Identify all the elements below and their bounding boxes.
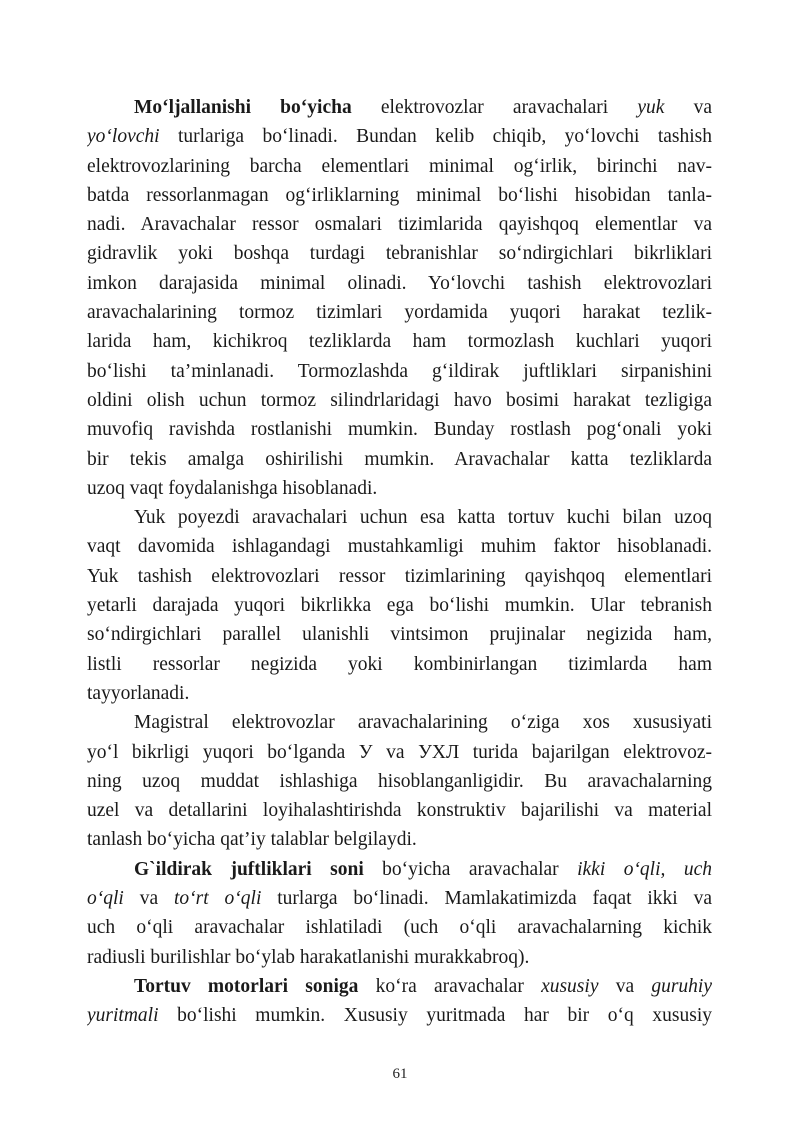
text-line: [87, 181, 712, 210]
text-run: bo‘yicha aravachalar: [363, 858, 578, 880]
italic-term: yo‘lovchi: [87, 126, 160, 148]
text-line: [87, 386, 712, 415]
text-line: [87, 679, 712, 708]
text-run: Yuk tashish elektrovozlari ressor tizimlarining qayishqoq elementlari: [87, 565, 712, 587]
text-run: imkon darajasida minimal olinadi. Yo‘lovchi tashish elektrovozlari: [87, 272, 712, 294]
text-line: [87, 152, 712, 181]
text-run: batda ressorlanmagan og‘irliklarning minimal bo‘lishi hisobidan tanla-: [87, 184, 712, 206]
paragraph: [87, 503, 712, 708]
text-run: tanlash bo‘yicha qat’iy talablar belgilaydi.: [87, 829, 417, 851]
text-line: [87, 620, 712, 649]
text-run: ko‘ra aravachalar: [358, 975, 542, 997]
text-run: nadi. Aravachalar ressor osmalari tizimlarida qayishqoq elementlar va: [87, 214, 712, 236]
italic-term: yuritmali: [87, 1005, 159, 1027]
text-run: ning uzoq muddat ishlashiga hisoblanganligidir. Bu aravachalarning: [87, 770, 712, 792]
text-run: elektrovozlarining barcha elementlari minimal og‘irlik, birinchi nav-: [87, 155, 712, 177]
text-run: oldini olish uchun tormoz silindrlaridagi havo bosimi harakat tezligiga: [87, 389, 712, 411]
text-run: bo‘lishi mumkin. Xususiy yuritmada har bir o‘q xususiy: [158, 1005, 712, 1027]
italic-term: xususiy: [541, 975, 599, 997]
paragraph: [87, 972, 712, 1031]
text-line: [87, 210, 712, 239]
bold-term: Tortuv motorlari soniga: [134, 975, 359, 997]
text-line: [87, 1001, 712, 1030]
paragraph: [87, 855, 712, 972]
bold-term: Mo‘ljallanishi bo‘yicha: [134, 97, 352, 118]
text-run: elektrovozlar aravachalari: [351, 97, 638, 118]
text-run: muvofiq ravishda rostlanishi mumkin. Bunday rostlash pog‘onali yoki: [87, 419, 712, 441]
italic-term: guruhiy: [651, 975, 712, 997]
text-line: [87, 796, 712, 825]
text-line: [87, 972, 712, 1001]
text-run: Magistral elektrovozlar aravachalarining o‘ziga xos xususiyati: [134, 712, 712, 734]
text-run: yo‘l bikrligi yuqori bo‘lganda У va УХЛ turida bajarilgan elektrovoz-: [87, 741, 712, 763]
text-line: [87, 269, 712, 298]
text-run: turlarga bo‘linadi. Mamlakatimizda faqat ikki va: [261, 888, 712, 910]
text-line: [87, 415, 712, 444]
text-run: aravachalarining tormoz tizimlari yordamida yuqori harakat tezlik-: [87, 302, 712, 324]
text-run: va: [664, 97, 712, 118]
text-run: Yuk poyezdi aravachalari uchun esa katta tortuv kuchi bilan uzoq: [134, 507, 712, 529]
text-run: larida ham, kichikroq tezliklarda ham tormozlash kuchlari yuqori: [87, 331, 712, 353]
text-run: so‘ndirgichlari parallel ulanishli vintsimon prujinalar negizida ham,: [87, 624, 712, 646]
text-line: [87, 738, 712, 767]
text-run: radiusli burilishlar bo‘ylab harakatlanishi murakkabroq).: [87, 946, 530, 968]
text-run: vaqt davomida ishlagandagi mustahkamligi muhim faktor hisoblanadi.: [87, 536, 712, 558]
text-line: [87, 93, 712, 122]
text-line: [87, 591, 712, 620]
text-run: listli ressorlar negizida yoki kombinirlangan tizimlarda ham: [87, 653, 712, 675]
text-run: bo‘lishi ta’minlanadi. Tormozlashda g‘ildirak juftliklari sirpanishini: [87, 360, 712, 382]
body-text: [87, 93, 712, 1031]
text-run: va: [598, 975, 652, 997]
text-line: [87, 239, 712, 268]
italic-term: yuk: [637, 97, 665, 118]
text-line: [87, 884, 712, 913]
italic-term: to‘rt o‘qli: [174, 888, 262, 910]
text-run: uzoq vaqt foydalanishga hisoblanadi.: [87, 477, 378, 499]
text-run: bir tekis amalga oshirilishi mumkin. Aravachalar katta tezliklarda: [87, 448, 712, 470]
text-line: [87, 562, 712, 591]
text-line: [87, 650, 712, 679]
italic-term: o‘qli: [87, 888, 124, 910]
text-line: [87, 357, 712, 386]
text-line: [87, 298, 712, 327]
text-run: gidravlik yoki boshqa turdagi tebranishlar so‘ndirgichlari bikrliklari: [87, 243, 712, 265]
text-run: uch o‘qli aravachalar ishlatiladi (uch o‘qli aravachalarning kichik: [87, 917, 712, 939]
text-line: [87, 532, 712, 561]
text-run: yetarli darajada yuqori bikrlikka ega bo‘lishi mumkin. Ular tebranish: [87, 595, 712, 617]
text-run: turlariga bo‘linadi. Bundan kelib chiqib, yo‘lovchi tashish: [159, 126, 712, 148]
text-line: [87, 474, 712, 503]
text-line: [87, 855, 712, 884]
paragraph: [87, 93, 712, 503]
italic-term: ikki o‘qli, uch: [577, 858, 712, 880]
text-line: [87, 913, 712, 942]
text-line: [87, 767, 712, 796]
text-line: [87, 943, 712, 972]
text-line: [87, 708, 712, 737]
text-run: uzel va detallarini loyihalashtirishda konstruktiv bajarilishi va material: [87, 800, 712, 822]
text-line: [87, 503, 712, 532]
text-line: [87, 445, 712, 474]
text-run: va: [123, 888, 174, 910]
text-run: tayyorlanadi.: [87, 682, 190, 704]
text-line: [87, 122, 712, 151]
text-line: [87, 825, 712, 854]
text-line: [87, 327, 712, 356]
page-number: 61: [392, 1066, 408, 1082]
paragraph: [87, 708, 712, 854]
bold-term: G`ildirak juftliklari soni: [134, 858, 364, 880]
